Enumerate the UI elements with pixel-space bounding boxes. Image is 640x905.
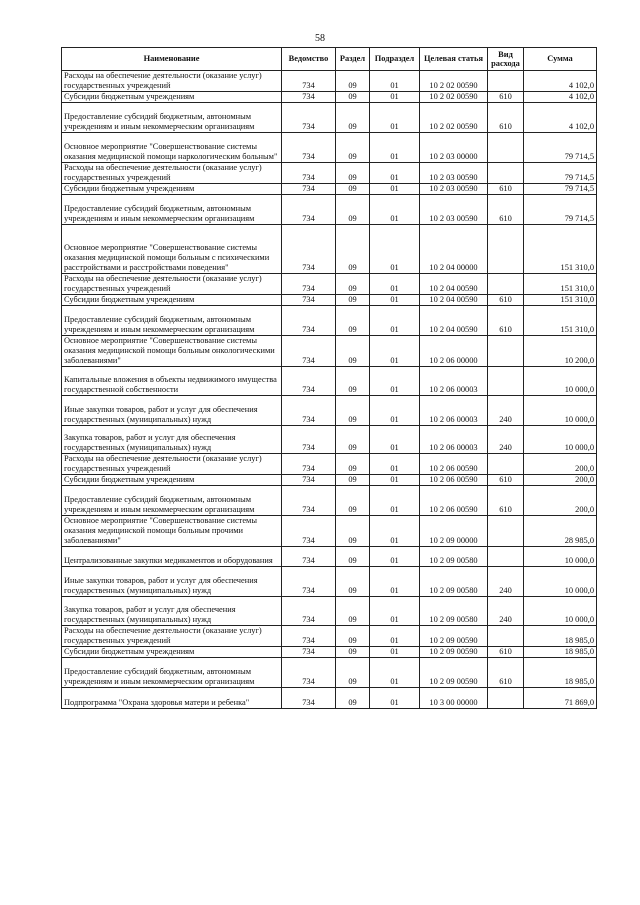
row-ved: 734 (282, 306, 336, 336)
table-row (62, 92, 597, 103)
row-ved: 734 (282, 163, 336, 184)
row-vid (488, 336, 524, 367)
row-podrazdel: 01 (370, 163, 420, 184)
table-row (62, 103, 597, 133)
row-ved: 734 (282, 184, 336, 195)
row-vid: 610 (488, 92, 524, 103)
row-name: Централизованные закупки медикаментов и оборудования (62, 547, 282, 567)
row-ved: 734 (282, 547, 336, 567)
row-ved: 734 (282, 475, 336, 486)
row-name: Расходы на обеспечение деятельности (оказание услуг) государственных учреждений (62, 71, 282, 92)
row-podrazdel: 01 (370, 454, 420, 475)
row-name: Предоставление субсидий бюджетным, автономным учреждениям и иным некоммерческим организациям (62, 306, 282, 336)
row-summa: 10 000,0 (524, 396, 597, 426)
row-ved: 734 (282, 486, 336, 516)
row-razdel: 09 (336, 295, 370, 306)
row-name: Основное мероприятие "Совершенствование системы оказания медицинской помощи больным с психическими расстройствами и расстройствами поведения" (62, 225, 282, 274)
row-ved: 734 (282, 426, 336, 454)
row-name: Основное мероприятие "Совершенствование системы оказания медицинской помощи больным онкологическими заболеваниями" (62, 336, 282, 367)
row-razdel: 09 (336, 336, 370, 367)
row-razdel: 09 (336, 306, 370, 336)
row-razdel: 09 (336, 184, 370, 195)
row-razdel: 09 (336, 658, 370, 688)
row-statya: 10 2 03 00590 (420, 195, 488, 225)
row-podrazdel: 01 (370, 688, 420, 709)
row-name: Закупка товаров, работ и услуг для обеспечения государственных (муниципальных) нужд (62, 426, 282, 454)
table-body (62, 71, 597, 709)
row-name: Расходы на обеспечение деятельности (оказание услуг) государственных учреждений (62, 274, 282, 295)
row-vid: 610 (488, 295, 524, 306)
table-row (62, 658, 597, 688)
row-statya: 10 2 02 00590 (420, 103, 488, 133)
row-statya: 10 2 06 00590 (420, 486, 488, 516)
row-summa: 79 714,5 (524, 163, 597, 184)
row-podrazdel: 01 (370, 336, 420, 367)
row-summa: 79 714,5 (524, 195, 597, 225)
row-podrazdel: 01 (370, 184, 420, 195)
row-podrazdel: 01 (370, 71, 420, 92)
row-statya: 10 2 09 00580 (420, 547, 488, 567)
row-razdel: 09 (336, 195, 370, 225)
row-statya: 10 2 03 00000 (420, 133, 488, 163)
table-row (62, 336, 597, 367)
row-name: Субсидии бюджетным учреждениям (62, 92, 282, 103)
header-summa: Сумма (524, 48, 597, 71)
row-vid: 240 (488, 597, 524, 626)
row-ved: 734 (282, 396, 336, 426)
row-razdel: 09 (336, 163, 370, 184)
row-ved: 734 (282, 567, 336, 597)
row-name: Подпрограмма "Охрана здоровья матери и ребенка" (62, 688, 282, 709)
row-statya: 10 2 09 00580 (420, 567, 488, 597)
budget-table (61, 47, 597, 709)
row-podrazdel: 01 (370, 306, 420, 336)
table-row (62, 454, 597, 475)
header-statya: Целевая статья (420, 48, 488, 71)
row-summa: 151 310,0 (524, 306, 597, 336)
header-vid: Вид расхода (488, 48, 524, 71)
table-row (62, 567, 597, 597)
row-podrazdel: 01 (370, 274, 420, 295)
row-summa: 18 985,0 (524, 647, 597, 658)
table-header-row (62, 48, 597, 71)
row-razdel: 09 (336, 516, 370, 547)
row-statya: 10 2 09 00590 (420, 626, 488, 647)
row-ved: 734 (282, 133, 336, 163)
table-row (62, 71, 597, 92)
row-podrazdel: 01 (370, 396, 420, 426)
table-row (62, 225, 597, 274)
row-podrazdel: 01 (370, 567, 420, 597)
row-summa: 18 985,0 (524, 626, 597, 647)
row-razdel: 09 (336, 71, 370, 92)
row-statya: 10 2 06 00003 (420, 367, 488, 396)
row-podrazdel: 01 (370, 92, 420, 103)
page-number: 58 (315, 33, 325, 44)
row-summa: 79 714,5 (524, 184, 597, 195)
row-ved: 734 (282, 103, 336, 133)
header-ved: Ведомство (282, 48, 336, 71)
row-vid: 610 (488, 306, 524, 336)
row-vid: 610 (488, 486, 524, 516)
row-vid: 610 (488, 658, 524, 688)
row-name: Предоставление субсидий бюджетным, автономным учреждениям и иным некоммерческим организациям (62, 195, 282, 225)
row-vid: 610 (488, 647, 524, 658)
row-razdel: 09 (336, 547, 370, 567)
row-vid (488, 626, 524, 647)
table-row (62, 688, 597, 709)
row-ved: 734 (282, 626, 336, 647)
row-summa: 28 985,0 (524, 516, 597, 547)
row-podrazdel: 01 (370, 597, 420, 626)
row-ved: 734 (282, 225, 336, 274)
table-row (62, 647, 597, 658)
row-name: Основное мероприятие "Совершенствование системы оказания медицинской помощи наркологическим больным" (62, 133, 282, 163)
row-vid: 240 (488, 426, 524, 454)
row-ved: 734 (282, 367, 336, 396)
row-vid (488, 547, 524, 567)
row-statya: 10 2 04 00590 (420, 274, 488, 295)
header-name: Наименование (62, 48, 282, 71)
table-row (62, 163, 597, 184)
row-name: Основное мероприятие "Совершенствование системы оказания медицинской помощи больным прочими заболеваниями" (62, 516, 282, 547)
row-ved: 734 (282, 647, 336, 658)
row-statya: 10 2 04 00590 (420, 306, 488, 336)
row-name: Иные закупки товаров, работ и услуг для обеспечения государственных (муниципальных) нужд (62, 567, 282, 597)
row-summa: 4 102,0 (524, 71, 597, 92)
row-summa: 151 310,0 (524, 225, 597, 274)
row-summa: 151 310,0 (524, 295, 597, 306)
table-row (62, 516, 597, 547)
row-statya: 10 2 04 00000 (420, 225, 488, 274)
table-row (62, 547, 597, 567)
row-name: Субсидии бюджетным учреждениям (62, 647, 282, 658)
row-razdel: 09 (336, 396, 370, 426)
row-vid (488, 163, 524, 184)
row-name: Предоставление субсидий бюджетным, автономным учреждениям и иным некоммерческим организациям (62, 103, 282, 133)
row-vid (488, 454, 524, 475)
row-razdel: 09 (336, 225, 370, 274)
table-row (62, 597, 597, 626)
row-razdel: 09 (336, 567, 370, 597)
row-razdel: 09 (336, 367, 370, 396)
row-summa: 151 310,0 (524, 274, 597, 295)
row-name: Иные закупки товаров, работ и услуг для обеспечения государственных (муниципальных) нужд (62, 396, 282, 426)
row-podrazdel: 01 (370, 547, 420, 567)
row-name: Капитальные вложения в объекты недвижимого имущества государственной собственности (62, 367, 282, 396)
row-statya: 10 2 06 00003 (420, 396, 488, 426)
row-podrazdel: 01 (370, 647, 420, 658)
row-vid (488, 133, 524, 163)
row-ved: 734 (282, 597, 336, 626)
row-summa: 200,0 (524, 486, 597, 516)
row-name: Субсидии бюджетным учреждениям (62, 295, 282, 306)
row-summa: 4 102,0 (524, 92, 597, 103)
row-name: Предоставление субсидий бюджетным, автономным учреждениям и иным некоммерческим организациям (62, 486, 282, 516)
row-ved: 734 (282, 195, 336, 225)
row-razdel: 09 (336, 92, 370, 103)
row-vid: 240 (488, 396, 524, 426)
row-vid: 610 (488, 475, 524, 486)
row-summa: 10 200,0 (524, 336, 597, 367)
row-razdel: 09 (336, 626, 370, 647)
row-statya: 10 2 02 00590 (420, 92, 488, 103)
row-podrazdel: 01 (370, 475, 420, 486)
table-row (62, 367, 597, 396)
row-podrazdel: 01 (370, 295, 420, 306)
table-row (62, 195, 597, 225)
row-statya: 10 2 06 00003 (420, 426, 488, 454)
table-row (62, 133, 597, 163)
row-ved: 734 (282, 516, 336, 547)
row-statya: 10 3 00 00000 (420, 688, 488, 709)
row-vid: 610 (488, 184, 524, 195)
row-summa: 10 000,0 (524, 367, 597, 396)
row-name: Закупка товаров, работ и услуг для обеспечения государственных (муниципальных) нужд (62, 597, 282, 626)
row-statya: 10 2 02 00590 (420, 71, 488, 92)
table-row (62, 306, 597, 336)
row-vid (488, 71, 524, 92)
row-podrazdel: 01 (370, 367, 420, 396)
row-name: Субсидии бюджетным учреждениям (62, 184, 282, 195)
row-vid: 610 (488, 195, 524, 225)
row-ved: 734 (282, 688, 336, 709)
row-razdel: 09 (336, 103, 370, 133)
row-statya: 10 2 03 00590 (420, 184, 488, 195)
row-ved: 734 (282, 92, 336, 103)
row-razdel: 09 (336, 274, 370, 295)
row-summa: 200,0 (524, 475, 597, 486)
row-razdel: 09 (336, 647, 370, 658)
row-name: Расходы на обеспечение деятельности (оказание услуг) государственных учреждений (62, 454, 282, 475)
row-vid (488, 516, 524, 547)
row-podrazdel: 01 (370, 103, 420, 133)
row-podrazdel: 01 (370, 133, 420, 163)
row-ved: 734 (282, 71, 336, 92)
row-razdel: 09 (336, 597, 370, 626)
row-vid (488, 225, 524, 274)
row-summa: 10 000,0 (524, 567, 597, 597)
row-name: Субсидии бюджетным учреждениям (62, 475, 282, 486)
header-podrazdel: Подраздел (370, 48, 420, 71)
row-razdel: 09 (336, 454, 370, 475)
row-name: Расходы на обеспечение деятельности (оказание услуг) государственных учреждений (62, 163, 282, 184)
row-summa: 79 714,5 (524, 133, 597, 163)
row-summa: 200,0 (524, 454, 597, 475)
row-razdel: 09 (336, 486, 370, 516)
row-razdel: 09 (336, 475, 370, 486)
row-name: Расходы на обеспечение деятельности (оказание услуг) государственных учреждений (62, 626, 282, 647)
row-statya: 10 2 09 00590 (420, 658, 488, 688)
row-podrazdel: 01 (370, 426, 420, 454)
table-row (62, 184, 597, 195)
row-summa: 10 000,0 (524, 547, 597, 567)
table-row (62, 475, 597, 486)
row-summa: 10 000,0 (524, 597, 597, 626)
row-statya: 10 2 09 00590 (420, 647, 488, 658)
row-ved: 734 (282, 336, 336, 367)
row-vid: 240 (488, 567, 524, 597)
row-razdel: 09 (336, 426, 370, 454)
row-ved: 734 (282, 295, 336, 306)
row-podrazdel: 01 (370, 225, 420, 274)
row-statya: 10 2 09 00000 (420, 516, 488, 547)
table-row (62, 626, 597, 647)
row-statya: 10 2 06 00000 (420, 336, 488, 367)
table-row (62, 396, 597, 426)
row-vid (488, 274, 524, 295)
row-summa: 71 869,0 (524, 688, 597, 709)
row-podrazdel: 01 (370, 626, 420, 647)
row-vid (488, 688, 524, 709)
row-statya: 10 2 06 00590 (420, 454, 488, 475)
row-razdel: 09 (336, 133, 370, 163)
row-statya: 10 2 06 00590 (420, 475, 488, 486)
row-podrazdel: 01 (370, 195, 420, 225)
row-statya: 10 2 03 00590 (420, 163, 488, 184)
row-summa: 10 000,0 (524, 426, 597, 454)
row-vid: 610 (488, 103, 524, 133)
row-razdel: 09 (336, 688, 370, 709)
row-statya: 10 2 09 00580 (420, 597, 488, 626)
row-ved: 734 (282, 454, 336, 475)
table-row (62, 295, 597, 306)
header-razdel: Раздел (336, 48, 370, 71)
table-row (62, 274, 597, 295)
row-ved: 734 (282, 658, 336, 688)
row-podrazdel: 01 (370, 486, 420, 516)
row-podrazdel: 01 (370, 658, 420, 688)
row-vid (488, 367, 524, 396)
row-podrazdel: 01 (370, 516, 420, 547)
row-statya: 10 2 04 00590 (420, 295, 488, 306)
row-ved: 734 (282, 274, 336, 295)
table-row (62, 486, 597, 516)
row-summa: 18 985,0 (524, 658, 597, 688)
row-summa: 4 102,0 (524, 103, 597, 133)
table-row (62, 426, 597, 454)
row-name: Предоставление субсидий бюджетным, автономным учреждениям и иным некоммерческим организациям (62, 658, 282, 688)
